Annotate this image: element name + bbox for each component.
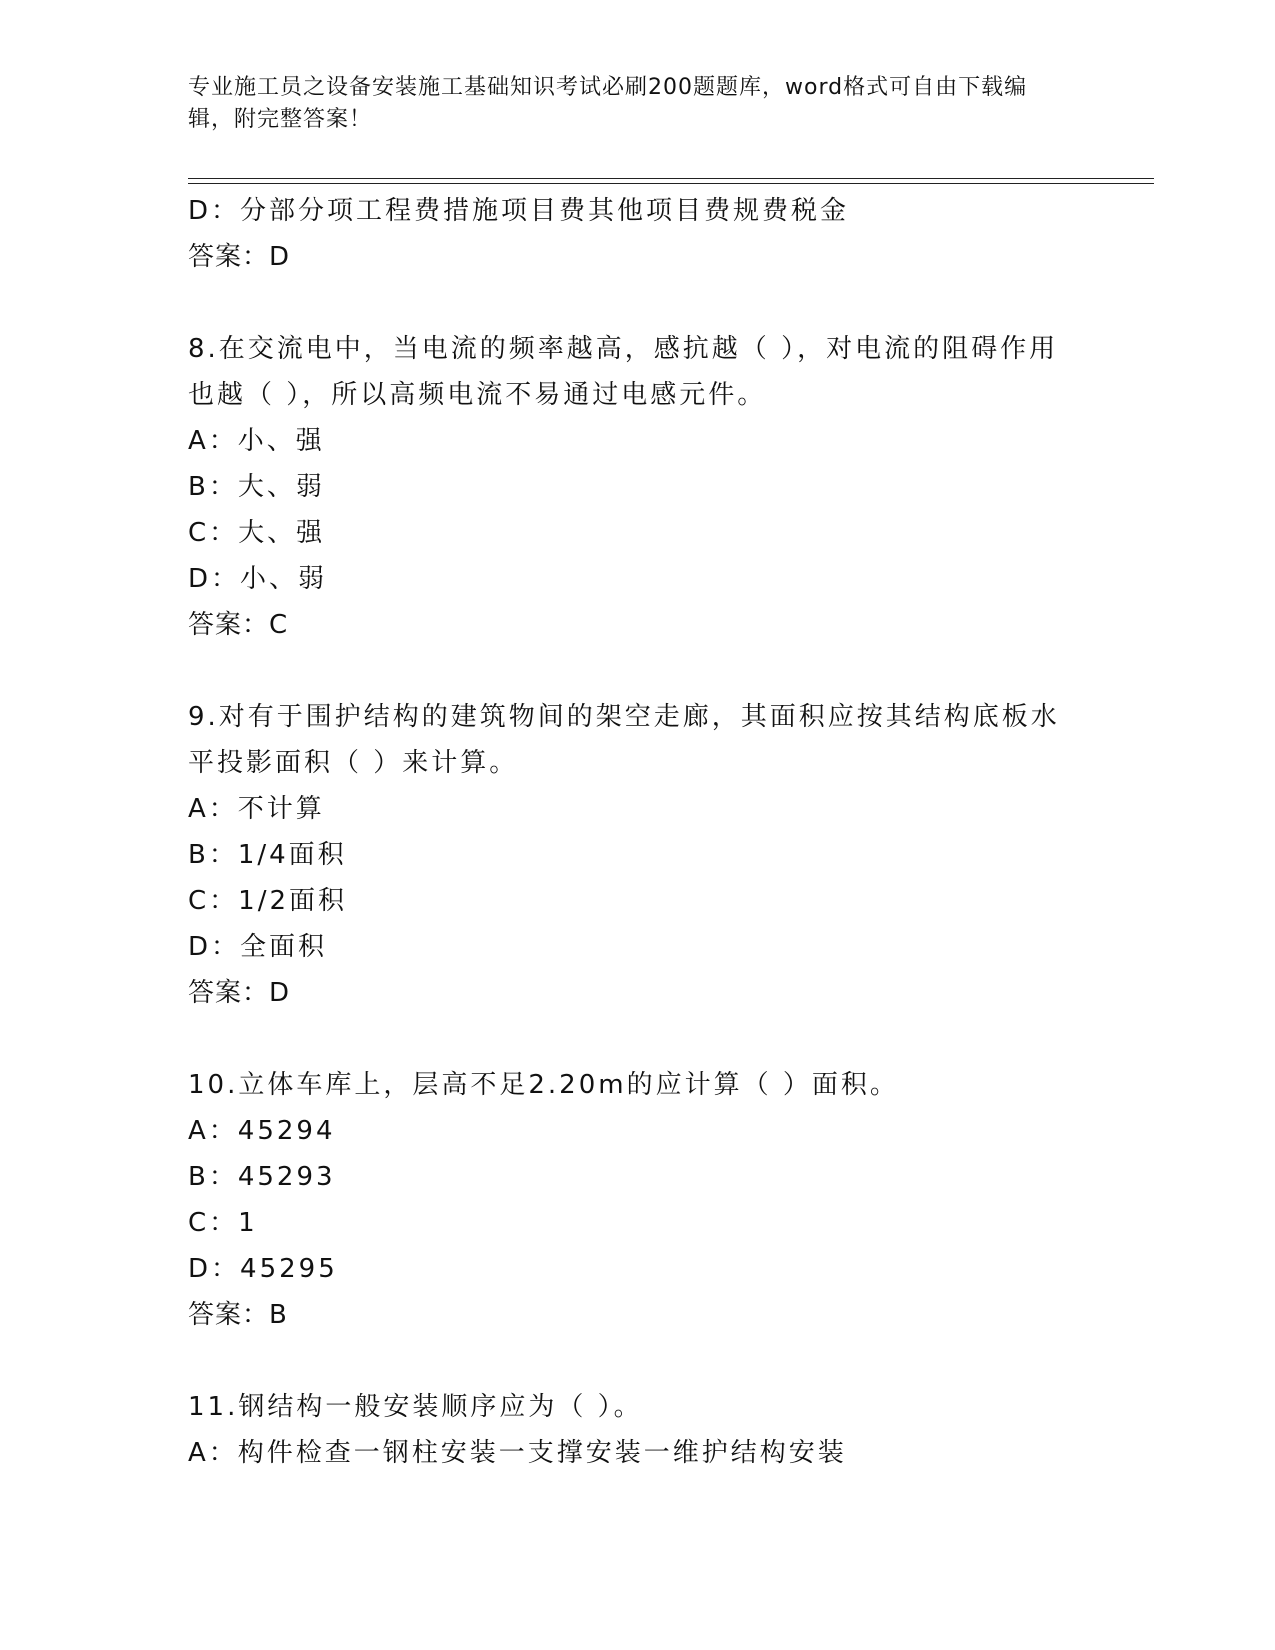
question-list (188, 188, 1088, 1476)
option-b: B：大、弱 (188, 472, 325, 502)
option-d: D：分部分项工程费措施项目费其他项目费规费税金 (188, 196, 850, 226)
question-9 (188, 694, 1088, 1016)
question-text: 10.立体车库上，层高不足2.20m的应计算（ ）面积。 (188, 1070, 899, 1100)
spacer (188, 648, 1088, 694)
question-text: 11.钢结构一般安装顺序应为（ ）。 (188, 1392, 643, 1422)
option-d: D：45295 (188, 1254, 338, 1284)
answer: 答案：D (188, 978, 291, 1008)
option-b: B：1/4面积 (188, 840, 347, 870)
question-8 (188, 326, 1088, 648)
answer: 答案：D (188, 242, 291, 272)
option-a: A：不计算 (188, 794, 325, 824)
answer: 答案：C (188, 610, 289, 640)
option-c: C：大、强 (188, 518, 326, 548)
option-b: B：45293 (188, 1162, 336, 1192)
spacer (188, 280, 1088, 326)
option-a: A：45294 (188, 1116, 336, 1146)
option-c: C：1 (188, 1208, 258, 1238)
header-divider-top (188, 178, 1154, 179)
option-a: A：构件检查一钢柱安装一支撑安装一维护结构安装 (188, 1438, 847, 1468)
question-text: 8.在交流电中，当电流的频率越高，感抗越（ ），对电流的阻碍作用也越（ ），所以高频电流不易通过电感元件。 (188, 334, 1059, 410)
option-d: D：小、弱 (188, 564, 328, 594)
document-header (188, 72, 1068, 136)
spacer (188, 1016, 1088, 1062)
spacer (188, 1338, 1088, 1384)
answer: 答案：B (188, 1300, 288, 1330)
question-text: 9.对有于围护结构的建筑物间的架空走廊，其面积应按其结构底板水平投影面积（ ）来计算。 (188, 702, 1060, 778)
question-10 (188, 1062, 1088, 1338)
option-a: A：小、强 (188, 426, 325, 456)
question-11 (188, 1384, 1088, 1476)
header-divider-bottom (188, 183, 1154, 184)
option-c: C：1/2面积 (188, 886, 347, 916)
header-title: 专业施工员之设备安装施工基础知识考试必刷200题题库，word格式可自由下载编辑，附完整答案！ (188, 75, 1028, 132)
option-d: D：全面积 (188, 932, 328, 962)
